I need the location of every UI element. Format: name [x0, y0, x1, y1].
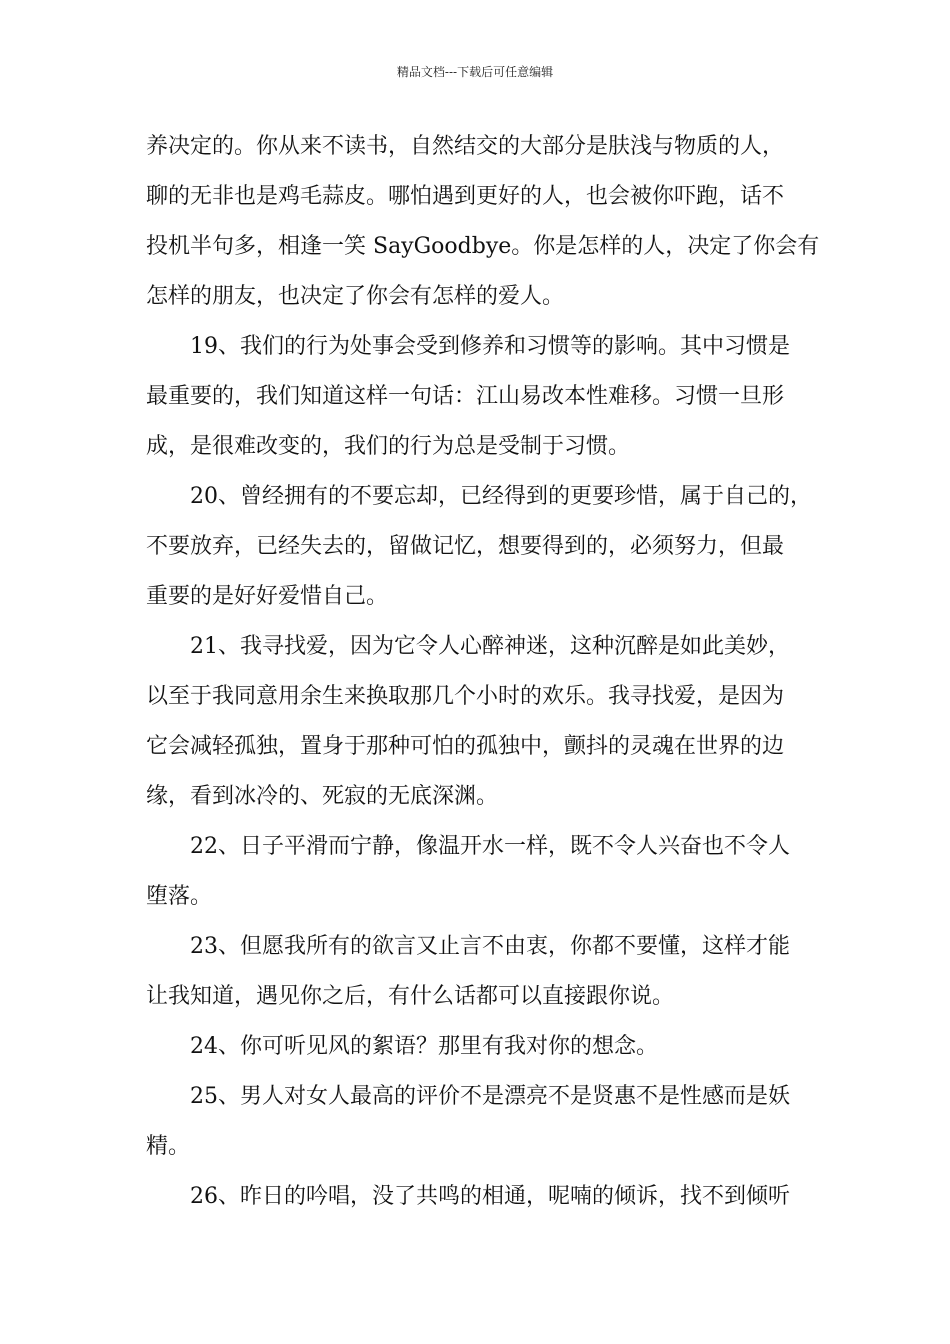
paragraph-26	[146, 1172, 826, 1222]
page-header: 精品文档---下载后可任意编辑	[396, 65, 554, 79]
paragraph-23	[146, 922, 826, 1022]
text-line: 21、我寻找爱，因为它令人心醉神迷，这种沉醉是如此美妙，	[190, 634, 790, 659]
paragraph-continuation	[146, 122, 826, 322]
paragraph-21	[146, 622, 826, 822]
paragraph-22	[146, 822, 826, 922]
paragraph-24	[146, 1022, 826, 1072]
paragraph-25	[146, 1072, 826, 1172]
text-line: 重要的是好好爱惜自己。	[146, 584, 389, 609]
text-line: 它会减轻孤独，置身于那种可怕的孤独中，颤抖的灵魂在世界的边	[146, 734, 785, 759]
paragraph-20	[146, 472, 826, 622]
text-line: 以至于我同意用余生来换取那几个小时的欢乐。我寻找爱，是因为	[146, 684, 785, 709]
text-line: 成，是很难改变的，我们的行为总是受制于习惯。	[146, 434, 631, 459]
text-line: 22、日子平滑而宁静，像温开水一样，既不令人兴奋也不令人	[190, 834, 790, 859]
text-line: 聊的无非也是鸡毛蒜皮。哪怕遇到更好的人，也会被你吓跑，话不	[146, 184, 785, 209]
text-line: 精。	[146, 1134, 191, 1159]
text-line: 24、你可听见风的絮语？那里有我对你的想念。	[190, 1034, 658, 1059]
text-line: 26、昨日的吟唱，没了共鸣的相通，呢喃的倾诉，找不到倾听	[190, 1184, 790, 1209]
body-text	[146, 122, 826, 1222]
text-line: 25、男人对女人最高的评价不是漂亮不是贤惠不是性感而是妖	[190, 1084, 790, 1109]
text-line: 养决定的。你从来不读书，自然结交的大部分是肤浅与物质的人，	[146, 134, 785, 159]
text-line: 缘，看到冰冷的、死寂的无底深渊。	[146, 784, 499, 809]
text-line: 最重要的，我们知道这样一句话：江山易改本性难移。习惯一旦形	[146, 384, 785, 409]
text-line: 堕落。	[146, 884, 213, 909]
text-line: 投机半句多，相逢一笑 SayGoodbye。你是怎样的人，决定了你会有	[146, 234, 820, 259]
text-line: 20、曾经拥有的不要忘却，已经得到的更要珍惜，属于自己的，	[190, 484, 812, 509]
text-line: 不要放弃，已经失去的，留做记忆，想要得到的，必须努力，但最	[146, 534, 785, 559]
text-line: 怎样的朋友，也决定了你会有怎样的爱人。	[146, 284, 565, 309]
text-line: 让我知道，遇见你之后，有什么话都可以直接跟你说。	[146, 984, 675, 1009]
paragraph-19	[146, 322, 826, 472]
text-line: 23、但愿我所有的欲言又止言不由衷，你都不要懂，这样才能	[190, 934, 790, 959]
text-line: 19、我们的行为处事会受到修养和习惯等的影响。其中习惯是	[190, 334, 790, 359]
